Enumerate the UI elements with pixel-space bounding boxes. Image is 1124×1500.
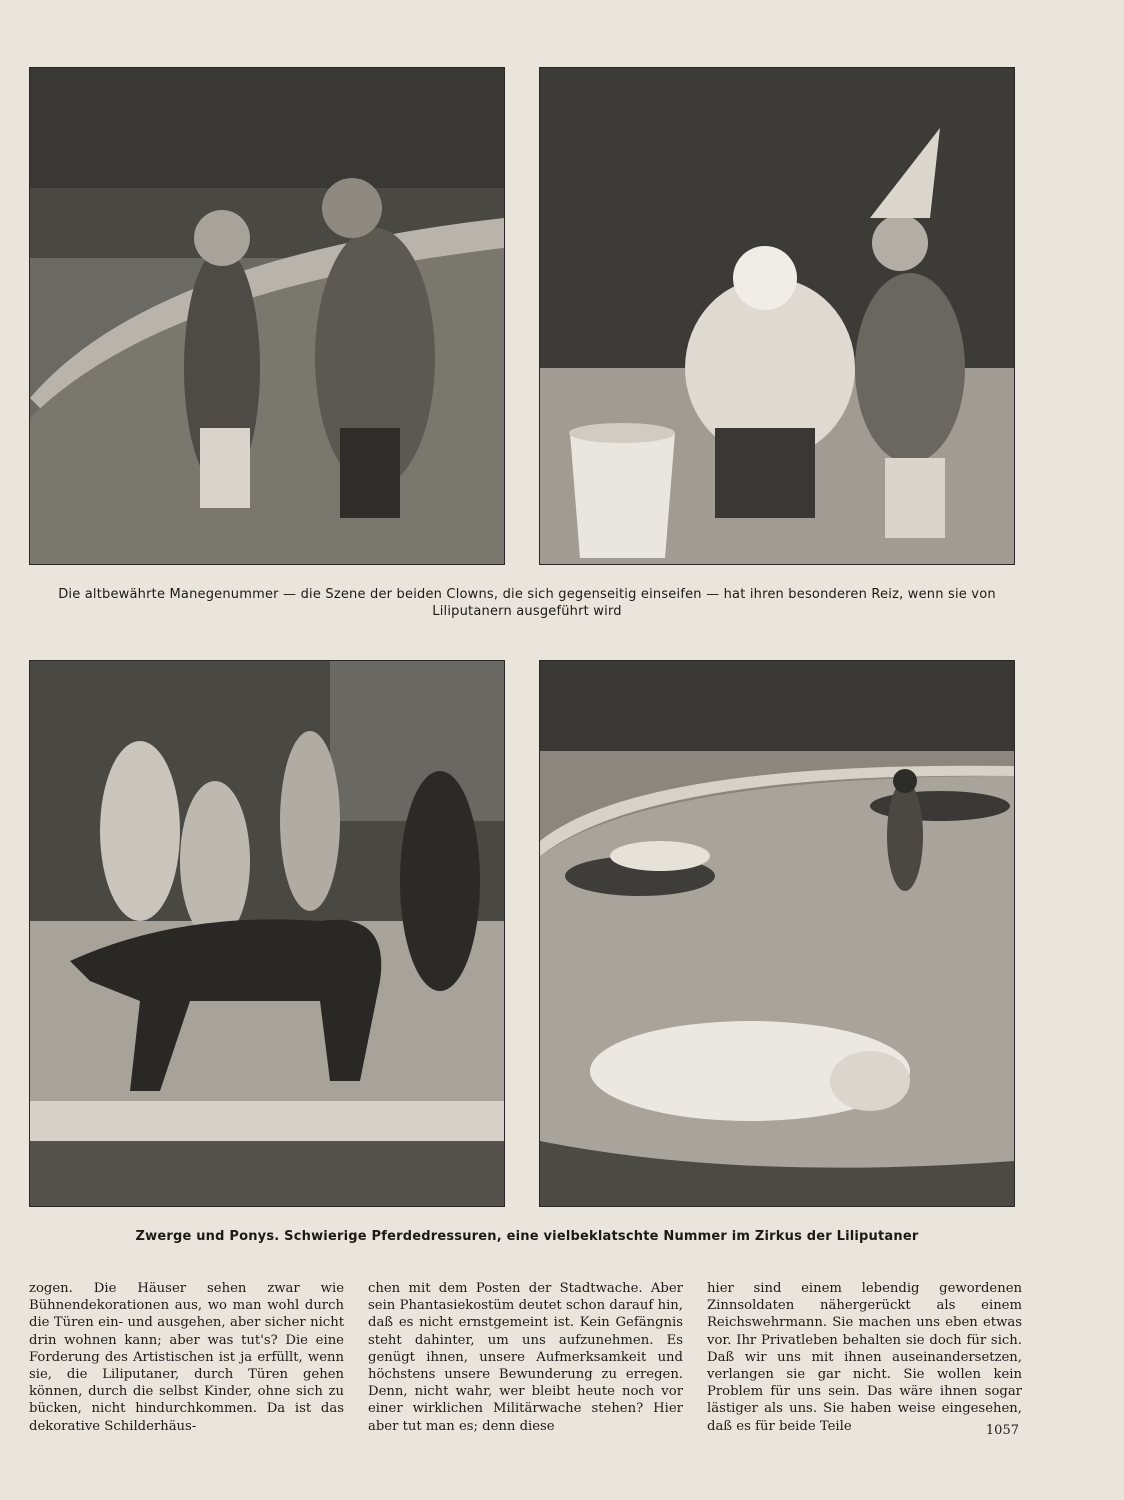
- caption-bottom: [29, 1228, 1025, 1245]
- column-3-text: hier sind einem lebendig gewordenen Zinnsoldaten nähergerückt als einem Reichswehrmann. Sie machen uns eben etwas vor. Ihr Privatleben behalten sie doch für sich. Daß wir uns mit ihnen auseinandersetzen, verlangen sie gar nicht. Sie wollen kein Problem für uns sein. Das wäre ihnen sogar lästiger als uns. Sie haben weise eingesehen, daß es für beide Teile: [707, 1281, 1022, 1434]
- text-column-2: [368, 1280, 683, 1435]
- photo-ponies-lying: [539, 660, 1015, 1207]
- column-1-text: zogen. Die Häuser sehen zwar wie Bühnendekorationen aus, wo man wohl durch die Türen ein- und ausgehen, aber sicher nicht drin wohnen kann; aber was tut's? Die eine Forderung des Artistischen ist ja erfüllt, wenn sie, die Liliputaner, durch Türen gehen können, durch die selbst Kinder, ohne sich zu bücken, nicht hindurchkommen. Da ist das dekorative Schilderhäus-: [29, 1281, 344, 1434]
- photo-pony-riders: [29, 660, 505, 1207]
- page-number: 1057: [985, 1423, 1019, 1438]
- caption-top-line1: Die altbewährte Manegenummer — die Szene der beiden Clowns, die sich gegenseitig einseifen — hat ihren besonderen Reiz, wenn sie von: [58, 587, 996, 602]
- caption-bottom-text: Zwerge und Ponys. Schwierige Pferdedressuren, eine vielbeklatschte Nummer im Zirkus der Liliputaner: [135, 1229, 919, 1244]
- column-2-text: chen mit dem Posten der Stadtwache. Aber sein Phantasiekostüm deutet schon darauf hin, daß es nicht ernstgemeint ist. Kein Gefängnis steht dahinter, um uns aufzunehmen. Es genügt ihnen, unsere Aufmerksamkeit und höchstens unsere Bewunderung zu erregen. Denn, nicht wahr, wer bleibt heute noch vor einer wirklichen Militärwache stehen? Hier aber tut man es; denn diese: [368, 1281, 683, 1434]
- photo-clowns-standing: [29, 67, 505, 565]
- text-column-1: [29, 1280, 344, 1435]
- caption-top-line2: Liliputanern ausgeführt wird: [432, 604, 622, 619]
- text-column-3: [707, 1280, 1022, 1435]
- caption-top: [29, 586, 1025, 620]
- photo-clowns-lathering: [539, 67, 1015, 565]
